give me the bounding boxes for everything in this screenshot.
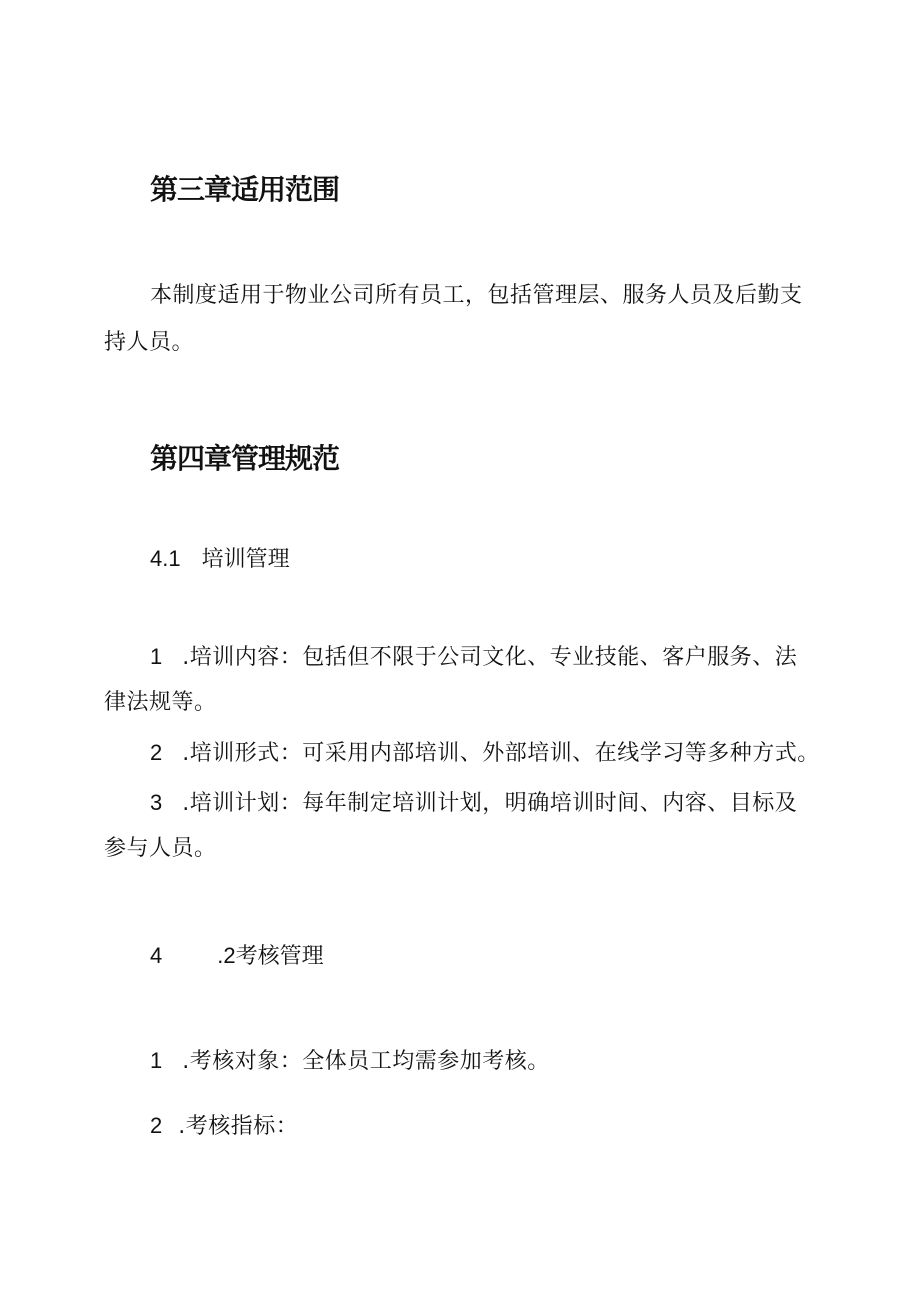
section-4-2-number-a: 4 <box>150 943 163 968</box>
section-4-1-title: 培训管理 <box>201 547 290 572</box>
training-item-2-number: 2 <box>150 740 163 765</box>
section-4-2-title: 考核管理 <box>235 944 324 969</box>
training-item-3-text: .培训计划：每年制定培训计划，明确培训时间、内容、目标及 <box>182 791 798 816</box>
assessment-item-2-text: .考核指标： <box>178 1114 299 1139</box>
assessment-item-1-text: .考核对象：全体员工均需参加考核。 <box>182 1049 550 1074</box>
training-item-3-line1 <box>150 780 797 827</box>
training-item-2-line1 <box>150 730 820 777</box>
chapter3-body-line1: 本制度适用于物业公司所有员工，包括管理层、服务人员及后勤支 <box>150 283 803 308</box>
section-4-2-heading <box>150 939 324 970</box>
training-item-2-text: .培训形式：可采用内部培训、外部培训、在线学习等多种方式。 <box>182 741 820 766</box>
chapter3-body-line2: 持人员。 <box>104 330 195 355</box>
chapter3-heading: 第三章适用范围 <box>150 173 340 206</box>
training-item-1-text: .培训内容：包括但不限于公司文化、专业技能、客户服务、法 <box>182 645 798 670</box>
assessment-item-2 <box>150 1103 298 1150</box>
section-4-1-heading <box>150 542 290 573</box>
training-item-3-number: 3 <box>150 790 163 815</box>
training-item-1-line2: 律法规等。 <box>104 690 217 715</box>
assessment-item-1-number: 1 <box>150 1048 163 1073</box>
training-item-3-line2: 参与人员。 <box>104 836 217 861</box>
section-4-2-number-b: .2 <box>217 943 236 968</box>
chapter4-heading: 第四章管理规范 <box>150 442 340 475</box>
training-item-1-line1 <box>150 634 797 681</box>
section-4-1-number: 4.1 <box>150 546 181 571</box>
assessment-item-2-number: 2 <box>150 1113 163 1138</box>
training-item-1-number: 1 <box>150 644 163 669</box>
assessment-item-1 <box>150 1038 550 1085</box>
